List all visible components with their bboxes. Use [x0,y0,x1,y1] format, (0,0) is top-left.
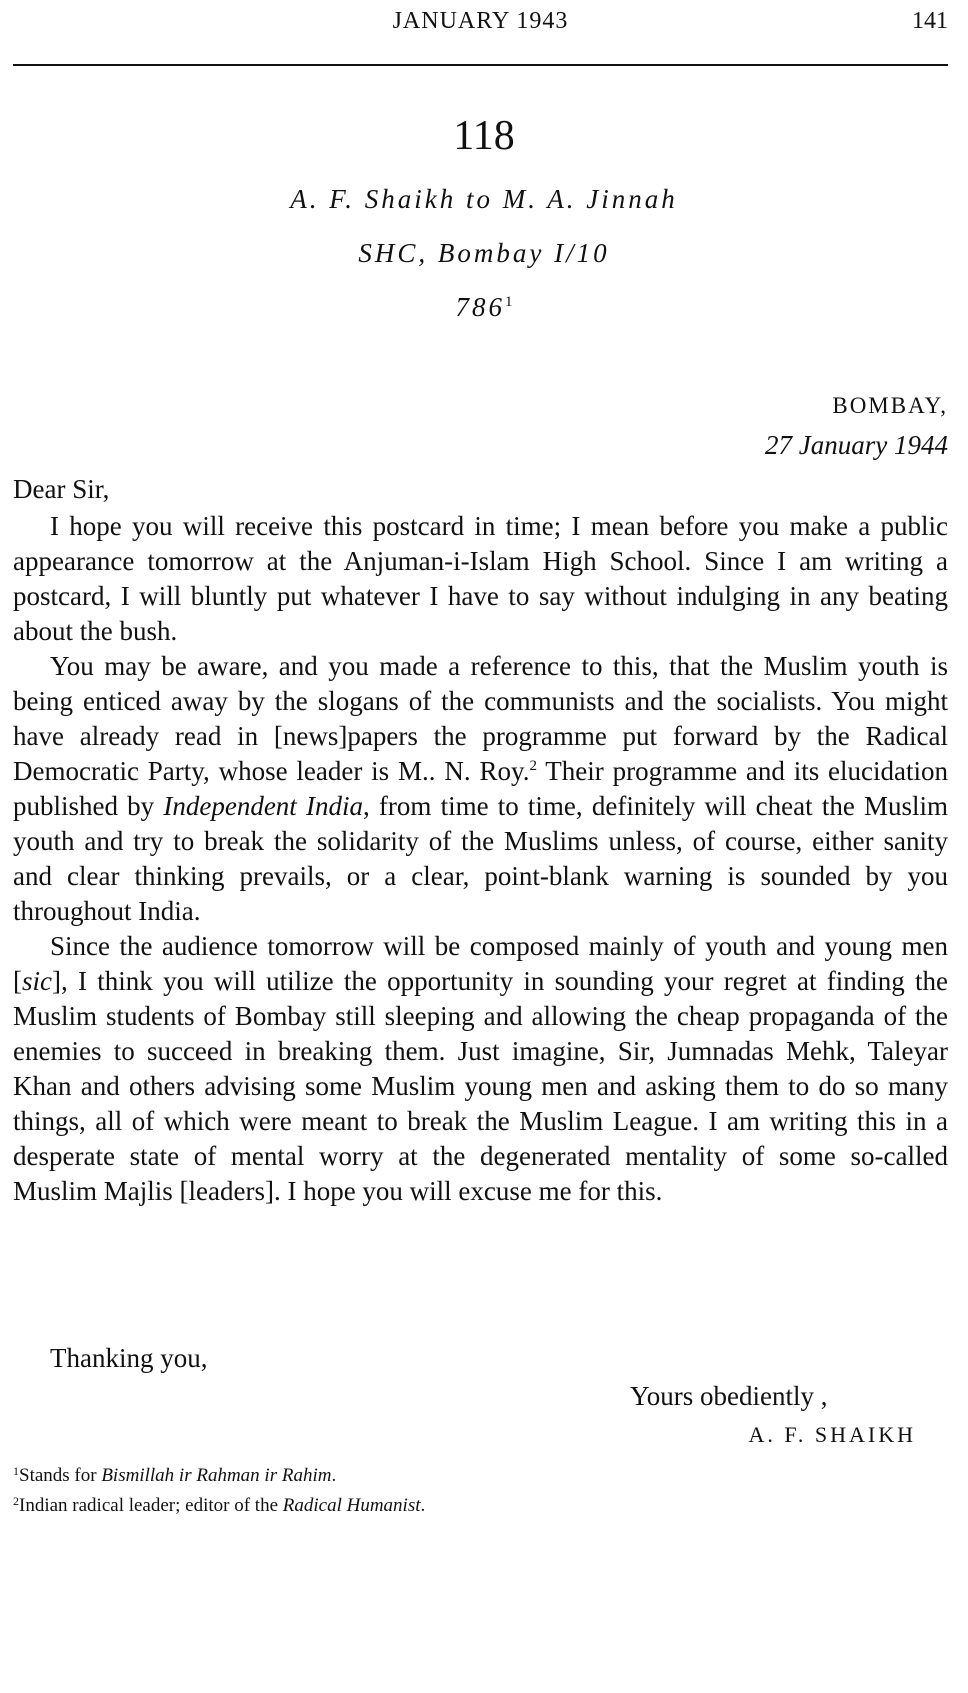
running-head [13,8,948,48]
footnote-2-marker: 2 [13,1494,19,1508]
paragraph-2-part-c: , from time to time, definitely will cheat the Muslim youth and try to break the solidarity of the Muslims unless, of course, either sanity and clear thinking prevails, or a clear, point-blank warning is sounded by you throughout India. [13,791,949,926]
paragraph-2 [13,649,948,929]
footnote-2 [13,1491,948,1521]
footnote-1 [13,1461,948,1491]
paragraph-3-part-a: Since the audience tomorrow will be composed mainly of youth and young men [ [13,931,948,996]
page-number: 141 [912,8,948,34]
header-rule [13,64,948,66]
document-title: A. F. Shaikh to M. A. Jinnah [290,184,678,214]
invocation-text: 786 [455,292,505,322]
document-reference: SHC, Bombay I/10 [358,238,610,268]
publication-title: Independent India [163,791,363,821]
document-number: 118 [453,113,515,159]
paragraph-3 [13,929,948,1209]
running-head-title: JANUARY 1943 [392,8,569,34]
invocation-number [0,292,968,323]
footnote-1-marker: 1 [13,1464,19,1478]
sign-off: Yours obediently , [630,1381,828,1411]
paragraph-2-part-b: Their programme and its elucidation published by [13,756,948,821]
letter-body [13,509,948,1209]
footnote-2-tail: . [420,1495,426,1516]
footnotes [13,1461,948,1521]
paragraph-1: I hope you will receive this postcard in time; I mean before you make a public appearance tomorrow at the Anjuman-i-Islam High School. Since I am writing a postcard, I will bluntly put whatever I have to say without indulging in any beating about the bush. [13,511,948,646]
footnote-2-text: Indian radical leader; editor of the [19,1495,283,1516]
letter-place: BOMBAY, [832,393,948,418]
footnote-1-text: Stands for [19,1465,102,1486]
footnote-2-italic: Radical Humanist [282,1495,421,1516]
footnote-ref-1: 1 [505,294,513,310]
paragraph-2-part-a: You may be aware, and you made a reference to this, that the Muslim youth is being enticed away by the slogans of the communists and the socialists. You might have already read in [news]papers the programme put forward by the Radical Democratic Party, whose leader is M.. N. Roy. [13,651,948,786]
footnote-ref-2: 2 [529,758,537,774]
sic-marker: sic [22,966,52,996]
footnote-1-tail: . [331,1465,337,1486]
letter-date: 27 January 1944 [765,430,948,460]
closing-line: Thanking you, [50,1343,208,1373]
signature-name: A. F. SHAIKH [748,1422,916,1447]
footnote-1-italic: Bismillah ir Rahman ir Rahim [101,1465,332,1486]
paragraph-3-part-b: ], I think you will utilize the opportunity in sounding your regret at finding the Muslim students of Bombay still sleeping and allowing the cheap propaganda of the enemies to succeed in breaking them. Just imagine, Sir, Jumnadas Mehk, Taleyar Khan and others advising some Muslim young men and asking them to do so many things, all of which were meant to break the Muslim League. I am writing this in a desperate state of mental worry at the degenerated mentality of some so-called Muslim Majlis [leaders]. I hope you will excuse me for this. [13,966,948,1206]
salutation: Dear Sir, [13,474,110,504]
